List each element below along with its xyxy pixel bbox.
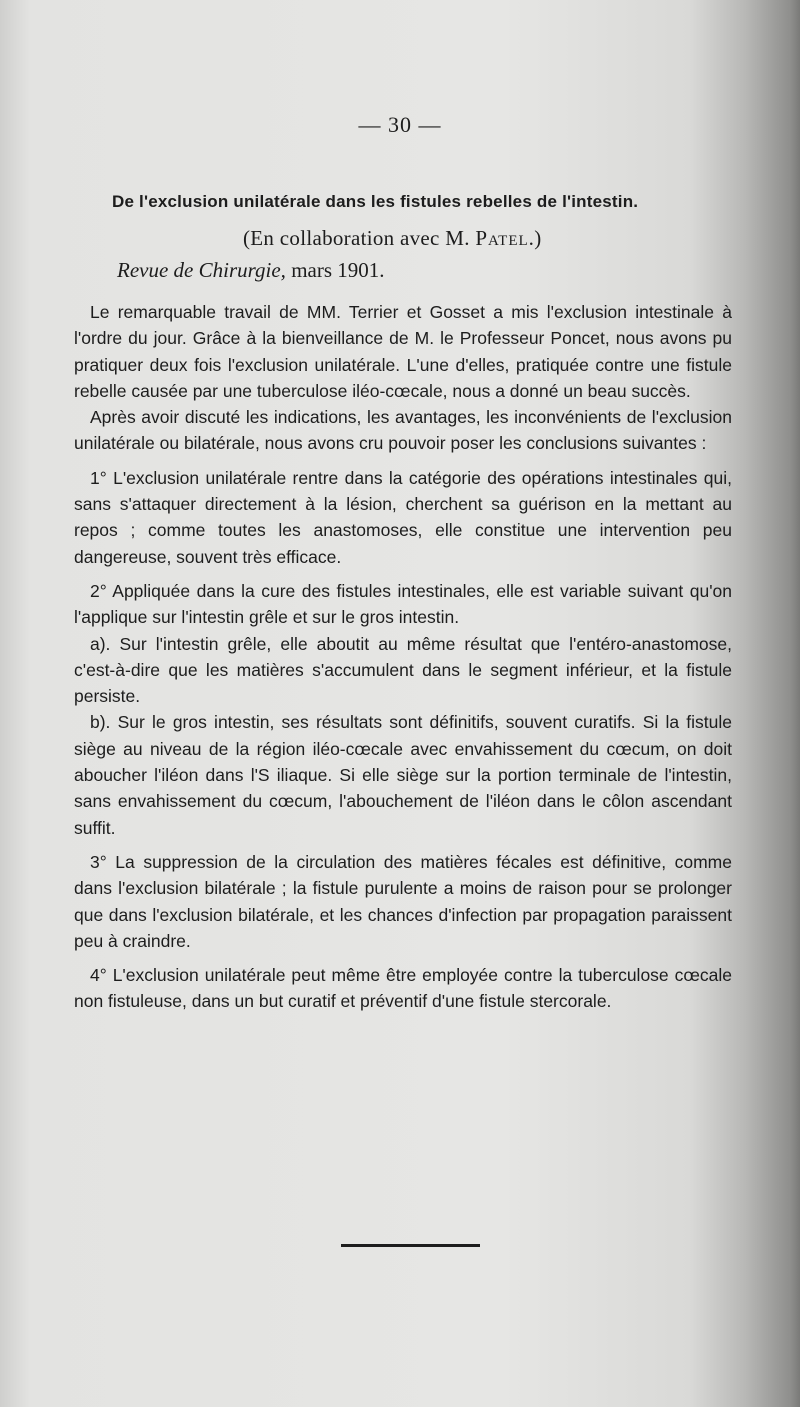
- article-title: De l'exclusion unilatérale dans les fistules rebelles de l'intestin.: [112, 192, 639, 211]
- paragraph-discussion: Après avoir discuté les indications, les avantages, les inconvénients de l'exclusion unilatérale ou bilatérale, nous avons cru pouvoir poser les conclusions suivantes :: [74, 407, 732, 454]
- paragraph-intro: Le remarquable travail de MM. Terrier et Gosset a mis l'exclusion intestinale à l'ordre du jour. Grâce à la bienveillance de M. le Professeur Poncet, nous avons pu pratiquer deux fois l'exclusion unilatérale. L'une d'elles, pratiquée contre une fistule rebelle causée par une tuberculose iléo-cœcale, nous a donné un beau succès.: [74, 302, 732, 401]
- collaborator-name: Patel: [475, 226, 529, 250]
- page-number: — 30 —: [358, 112, 442, 137]
- conclusion-1: 1° L'exclusion unilatérale rentre dans la catégorie des opérations intestinales qui, sans s'attaquer directement à la lésion, cherchent sa guérison en la mettant au repos ; comme toutes les anastomoses, elle constitue une intervention peu dangereuse, souvent très efficace.: [74, 467, 732, 567]
- conclusion-3: 3° La suppression de la circulation des matières fécales est définitive, comme dans l'exclusion bilatérale ; la fistule purulente a moins de raison pour se prolonger que dans l'exclusion bilatérale, et les chances d'infection par propagation paraissent peu à craindre.: [74, 851, 732, 951]
- conclusion-4: 4° L'exclusion unilatérale peut même être employée contre la tuberculose cœcale non fistuleuse, dans un but curatif et préventif d'une fistule stercorale.: [74, 965, 732, 1012]
- journal-name: Revue de Chirurgie,: [117, 258, 286, 282]
- end-rule: [341, 1244, 480, 1247]
- conclusion-2: 2° Appliquée dans la cure des fistules intestinales, elle est variable suivant qu'on l'applique sur l'intestin grêle et sur le gros intestin.: [74, 580, 732, 628]
- body-text: [74, 299, 732, 1015]
- collaboration-prefix: (En collaboration avec M.: [243, 226, 476, 250]
- collaboration-line: [243, 226, 542, 251]
- source-line: [117, 258, 385, 283]
- publication-date: mars 1901.: [285, 258, 385, 282]
- collaboration-suffix: .): [528, 226, 542, 250]
- conclusion-2a: a). Sur l'intestin grêle, elle aboutit au même résultat que l'entéro-anastomose, c'est-à-dire que les matières s'accumulent dans le segment inférieur, et la fistule persiste.: [74, 633, 732, 707]
- conclusion-2b: b). Sur le gros intestin, ses résultats sont définitifs, souvent curatifs. Si la fistule siège au niveau de la région iléo-cœcale avec envahissement du cœcum, on doit aboucher l'iléon dans l'S iliaque. Si elle siège sur la portion terminale de l'intestin, sans envahissement du cœcum, l'abouchement de l'iléon dans le côlon ascendant suffit.: [74, 712, 732, 838]
